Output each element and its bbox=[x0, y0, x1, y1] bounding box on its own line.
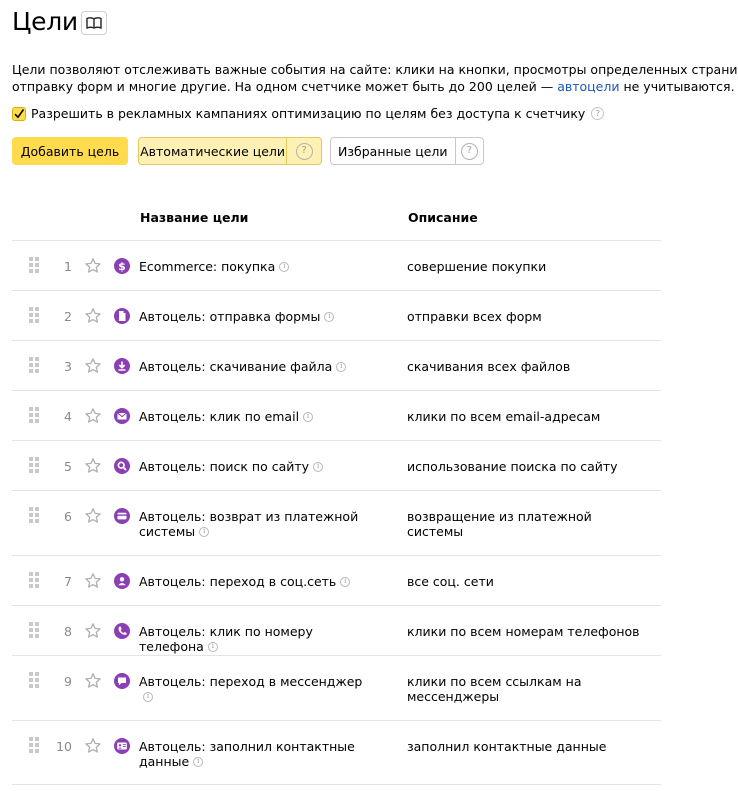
table-row[interactable] bbox=[12, 440, 661, 490]
goal-name-text: Автоцель: клик по email bbox=[139, 409, 300, 424]
row-number: 2 bbox=[64, 309, 72, 324]
phone-icon bbox=[114, 623, 130, 639]
favorite-goals-label: Избранные цели bbox=[338, 143, 448, 159]
goal-description: клики по всем номерам телефонов bbox=[407, 624, 640, 639]
checkmark-icon bbox=[13, 108, 25, 120]
goal-name[interactable] bbox=[139, 309, 369, 324]
table-row[interactable] bbox=[12, 490, 661, 555]
goal-name[interactable] bbox=[139, 409, 369, 424]
docs-button[interactable] bbox=[81, 11, 107, 35]
goal-name-text: Автоцель: поиск по сайту bbox=[139, 459, 310, 474]
auto-goals-button[interactable] bbox=[138, 137, 322, 165]
goals-table bbox=[12, 240, 661, 785]
document-icon bbox=[114, 308, 130, 324]
row-number: 6 bbox=[64, 509, 72, 524]
drag-handle-icon[interactable] bbox=[29, 622, 39, 638]
info-icon[interactable]: i bbox=[199, 527, 209, 537]
table-row[interactable] bbox=[12, 720, 661, 785]
goal-description: скачивания всех файлов bbox=[407, 359, 571, 374]
intro-line-1: Цели позволяют отслеживать важные события на сайте: клики на кнопки, просмотры определенных страни bbox=[12, 62, 738, 77]
drag-handle-icon[interactable] bbox=[29, 507, 39, 523]
row-number: 9 bbox=[64, 674, 72, 689]
goal-description: клики по всем email-адресам bbox=[407, 409, 601, 424]
goal-description: все соц. сети bbox=[407, 574, 494, 589]
goal-name[interactable] bbox=[139, 739, 369, 769]
row-number: 10 bbox=[56, 739, 72, 754]
star-icon[interactable] bbox=[84, 307, 102, 325]
star-icon[interactable] bbox=[84, 407, 102, 425]
star-icon[interactable] bbox=[84, 622, 102, 640]
auto-goals-help[interactable] bbox=[286, 138, 321, 164]
goal-description: отправки всех форм bbox=[407, 309, 542, 324]
question-icon: ? bbox=[296, 143, 313, 160]
info-icon[interactable]: i bbox=[313, 462, 323, 472]
search-icon bbox=[114, 458, 130, 474]
column-header-name: Название цели bbox=[140, 210, 249, 225]
goal-description: возвращение из платежной системы bbox=[407, 509, 592, 539]
drag-handle-icon[interactable] bbox=[29, 672, 39, 688]
row-number: 1 bbox=[64, 259, 72, 274]
star-icon[interactable] bbox=[84, 672, 102, 690]
question-icon: ? bbox=[461, 143, 478, 160]
download-icon bbox=[114, 358, 130, 374]
drag-handle-icon[interactable] bbox=[29, 307, 39, 323]
favorite-goals-button[interactable] bbox=[330, 137, 484, 165]
row-number: 3 bbox=[64, 359, 72, 374]
intro-line-2 bbox=[12, 78, 735, 95]
goal-name[interactable] bbox=[139, 459, 369, 474]
drag-handle-icon[interactable] bbox=[29, 407, 39, 423]
chat-bubble-icon bbox=[114, 673, 130, 689]
info-icon[interactable]: i bbox=[340, 577, 350, 587]
goal-name-text: Автоцель: переход в соц.сеть bbox=[139, 574, 337, 589]
optimization-label[interactable]: Разрешить в рекламных кампаниях оптимизацию по целям без доступа к счетчику bbox=[31, 106, 586, 121]
table-row[interactable] bbox=[12, 340, 661, 390]
goal-name-text: Автоцель: скачивание файла bbox=[139, 359, 333, 374]
intro-line-2-post: не учитываются. bbox=[619, 79, 735, 94]
row-number: 5 bbox=[64, 459, 72, 474]
info-icon[interactable]: i bbox=[143, 692, 153, 702]
optimization-checkbox[interactable] bbox=[12, 107, 26, 121]
goal-name[interactable] bbox=[139, 574, 369, 589]
svg-text:$: $ bbox=[118, 260, 126, 273]
drag-handle-icon[interactable] bbox=[29, 357, 39, 373]
drag-handle-icon[interactable] bbox=[29, 257, 39, 273]
goal-name-text: Автоцель: переход в мессенджер bbox=[139, 674, 363, 689]
goal-name-text: Автоцель: возврат из платежной системы bbox=[139, 509, 359, 539]
goal-name-text: Автоцель: заполнил контактные данные bbox=[139, 739, 355, 769]
star-icon[interactable] bbox=[84, 457, 102, 475]
intro-line-2-pre: отправку форм и многие другие. На одном счетчике может быть до 200 целей — bbox=[12, 79, 558, 94]
star-icon[interactable] bbox=[84, 572, 102, 590]
favorite-goals-help[interactable] bbox=[455, 138, 483, 164]
optimization-option bbox=[12, 105, 604, 122]
envelope-icon bbox=[114, 408, 130, 424]
info-icon[interactable]: i bbox=[324, 312, 334, 322]
goal-description: клики по всем ссылкам на мессенджеры bbox=[407, 674, 582, 704]
help-icon[interactable]: ? bbox=[591, 107, 604, 120]
table-row[interactable] bbox=[12, 290, 661, 340]
table-row[interactable] bbox=[12, 555, 661, 605]
star-icon[interactable] bbox=[84, 737, 102, 755]
info-icon[interactable]: i bbox=[303, 412, 313, 422]
star-icon[interactable] bbox=[84, 257, 102, 275]
page-title: Цели bbox=[12, 7, 78, 36]
goal-name[interactable] bbox=[139, 674, 369, 704]
row-number: 7 bbox=[64, 574, 72, 589]
book-icon bbox=[86, 17, 102, 29]
auto-goals-label: Автоматические цели bbox=[140, 143, 286, 159]
info-icon[interactable]: i bbox=[279, 262, 289, 272]
goal-name[interactable] bbox=[139, 359, 369, 374]
row-number: 8 bbox=[64, 624, 72, 639]
goal-name[interactable] bbox=[139, 624, 369, 654]
dollar-icon bbox=[114, 258, 130, 274]
goal-name-text: Ecommerce: покупка bbox=[139, 259, 276, 274]
goal-name[interactable] bbox=[139, 259, 369, 274]
row-number: 4 bbox=[64, 409, 72, 424]
goal-name[interactable] bbox=[139, 509, 369, 539]
star-icon[interactable] bbox=[84, 357, 102, 375]
contact-card-icon bbox=[114, 738, 130, 754]
table-row[interactable] bbox=[12, 655, 661, 720]
table-row[interactable] bbox=[12, 605, 661, 655]
info-icon[interactable]: i bbox=[336, 362, 346, 372]
drag-handle-icon[interactable] bbox=[29, 572, 39, 588]
credit-card-icon bbox=[114, 508, 130, 524]
info-icon[interactable]: i bbox=[193, 757, 203, 767]
goal-description: использование поиска по сайту bbox=[407, 459, 618, 474]
drag-handle-icon[interactable] bbox=[29, 737, 39, 753]
autogoals-link[interactable]: автоцели bbox=[557, 79, 620, 94]
add-goal-button[interactable]: Добавить цель bbox=[12, 137, 128, 165]
goal-name-text: Автоцель: клик по номеру телефона bbox=[139, 624, 313, 654]
intro-text bbox=[12, 61, 738, 95]
goal-description: заполнил контактные данные bbox=[407, 739, 607, 754]
column-header-description: Описание bbox=[408, 210, 478, 225]
star-icon[interactable] bbox=[84, 507, 102, 525]
person-icon bbox=[114, 573, 130, 589]
goal-description: совершение покупки bbox=[407, 259, 547, 274]
info-icon[interactable]: i bbox=[208, 642, 218, 652]
table-row[interactable] bbox=[12, 390, 661, 440]
drag-handle-icon[interactable] bbox=[29, 457, 39, 473]
goal-name-text: Автоцель: отправка формы bbox=[139, 309, 321, 324]
table-row[interactable] bbox=[12, 240, 661, 290]
